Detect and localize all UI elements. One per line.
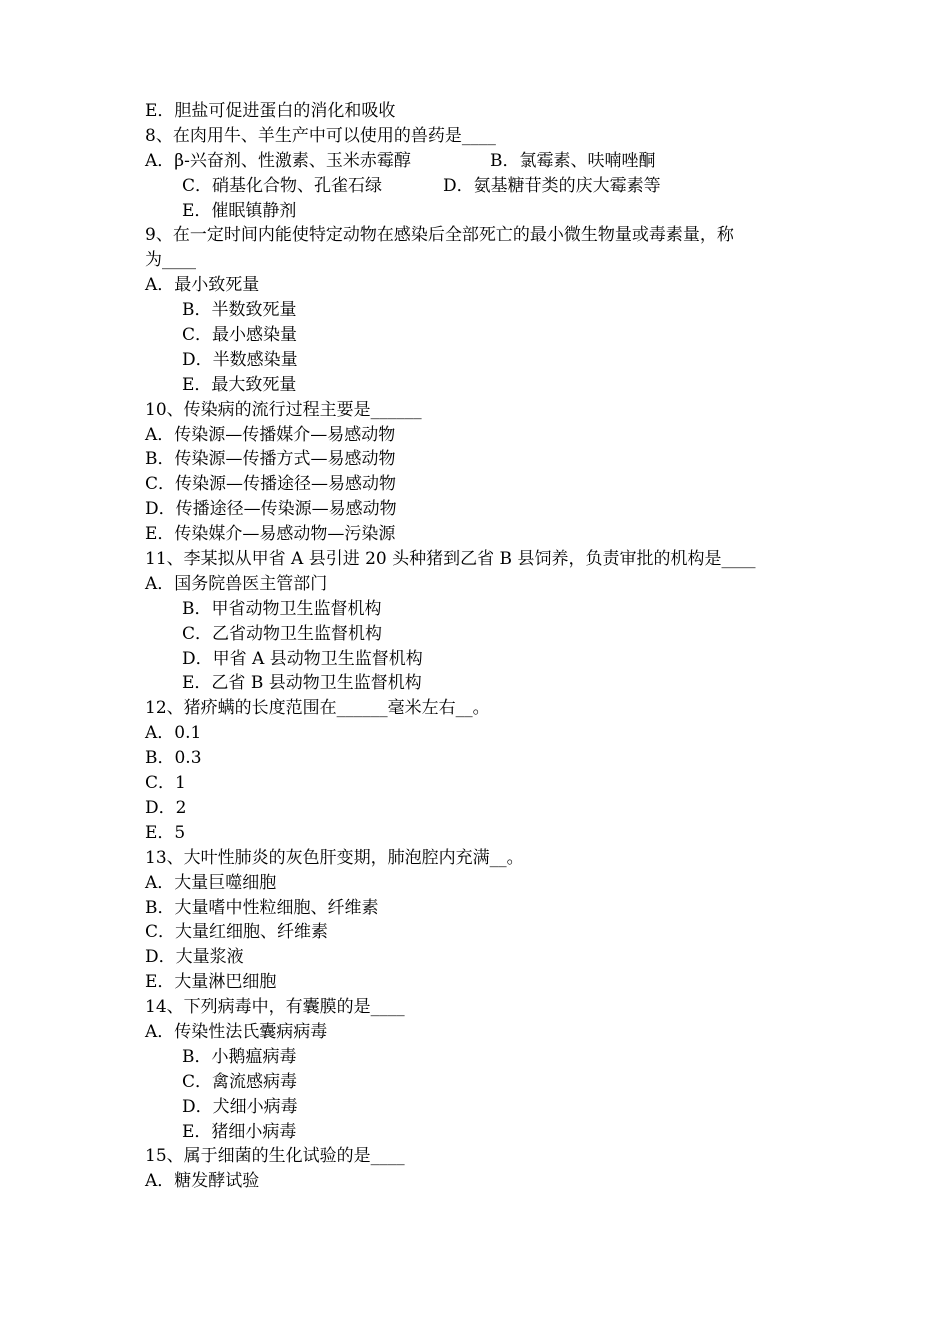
text-line xyxy=(145,671,825,696)
line-text: B．大量嗜中性粒细胞、纤维素 xyxy=(145,897,379,918)
line-text: C．最小感染量 xyxy=(182,325,298,346)
text-line xyxy=(145,472,825,497)
line-text: D．传播途径—传染源—易感动物 xyxy=(145,499,397,520)
line-text: D．半数感染量 xyxy=(182,349,298,370)
line-text: D．甲省 A 县动物卫生监督机构 xyxy=(182,648,423,669)
line-text: D．2 xyxy=(145,797,187,818)
text-line xyxy=(145,522,825,547)
text-line xyxy=(145,696,825,721)
text-line xyxy=(145,771,825,796)
text-line xyxy=(145,248,825,273)
line-text: E．5 xyxy=(145,822,186,843)
line-text: 13、大叶性肺炎的灰色肝变期，肺泡腔内充满__。 xyxy=(145,847,524,868)
text-line xyxy=(145,597,825,622)
line-text: C．1 xyxy=(145,773,186,794)
text-line xyxy=(145,323,825,348)
text-line xyxy=(145,1144,825,1169)
text-line xyxy=(145,746,825,771)
line-text: E．最大致死量 xyxy=(182,374,297,395)
text-line xyxy=(145,174,825,199)
text-line xyxy=(145,149,825,174)
line-text: 11、李某拟从甲省 A 县引进 20 头种猪到乙省 B 县饲养，负责审批的机构是____ xyxy=(145,549,756,570)
line-text: D．大量浆液 xyxy=(145,947,244,968)
line-text: E．乙省 B 县动物卫生监督机构 xyxy=(182,673,422,694)
line-text: C．硝基化合物、孔雀石绿 xyxy=(182,175,383,196)
text-line xyxy=(145,871,825,896)
text-line xyxy=(145,223,825,248)
text-line xyxy=(145,970,825,995)
line-text: A．0.1 xyxy=(145,723,202,744)
line-text: 15、属于细菌的生化试验的是____ xyxy=(145,1146,405,1167)
line-text: E．胆盐可促进蛋白的消化和吸收 xyxy=(145,101,396,121)
text-line xyxy=(145,1020,825,1045)
line-text-second-option: D．氨基糖苷类的庆大霉素等 xyxy=(443,175,661,196)
text-line xyxy=(145,920,825,945)
text-line xyxy=(145,298,825,323)
text-line xyxy=(145,199,825,224)
line-text: B．半数致死量 xyxy=(182,300,297,321)
line-text: A．国务院兽医主管部门 xyxy=(145,573,328,594)
text-line xyxy=(145,124,825,149)
line-text: A．最小致死量 xyxy=(145,275,260,296)
text-line xyxy=(145,1120,825,1145)
line-text: C．禽流感病毒 xyxy=(182,1071,298,1092)
line-text: 10、传染病的流行过程主要是______ xyxy=(145,399,422,420)
line-text: E．传染媒介—易感动物—污染源 xyxy=(145,524,396,545)
line-text: E．催眠镇静剂 xyxy=(182,200,297,221)
line-text: C．大量红细胞、纤维素 xyxy=(145,922,329,943)
line-text: A．传染性法氏囊病病毒 xyxy=(145,1021,328,1042)
text-line xyxy=(145,572,825,597)
text-line xyxy=(145,1045,825,1070)
text-line xyxy=(145,1095,825,1120)
line-text: A．大量巨噬细胞 xyxy=(145,872,277,893)
text-line xyxy=(145,821,825,846)
line-text: 8、在肉用牛、羊生产中可以使用的兽药是____ xyxy=(145,125,496,146)
line-text: B．0.3 xyxy=(145,748,202,769)
line-text: A．糖发酵试验 xyxy=(145,1171,260,1192)
line-text: E．大量淋巴细胞 xyxy=(145,972,277,993)
text-line xyxy=(145,1169,825,1194)
line-text: A．传染源—传播媒介—易感动物 xyxy=(145,424,396,445)
question-list xyxy=(145,99,825,1194)
line-text: C．传染源—传播途径—易感动物 xyxy=(145,474,397,495)
text-line xyxy=(145,622,825,647)
line-text: B．传染源—传播方式—易感动物 xyxy=(145,449,396,470)
line-text: B．小鹅瘟病毒 xyxy=(182,1046,297,1067)
line-text-second-option: B．氯霉素、呋喃唑酮 xyxy=(490,150,656,171)
line-text: C．乙省动物卫生监督机构 xyxy=(182,623,383,644)
text-line xyxy=(145,647,825,672)
text-line xyxy=(145,373,825,398)
text-line xyxy=(145,398,825,423)
line-text: E．猪细小病毒 xyxy=(182,1121,297,1142)
line-text: 14、下列病毒中，有囊膜的是____ xyxy=(145,997,405,1018)
text-line xyxy=(145,423,825,448)
text-line xyxy=(145,348,825,373)
text-line xyxy=(145,896,825,921)
text-line xyxy=(145,1070,825,1095)
text-line xyxy=(145,99,825,124)
text-line xyxy=(145,547,825,572)
line-text: B．甲省动物卫生监督机构 xyxy=(182,598,382,619)
text-line xyxy=(145,846,825,871)
text-line xyxy=(145,273,825,298)
line-text: 12、猪疥螨的长度范围在______毫米左右__。 xyxy=(145,698,490,719)
line-text: 9、在一定时间内能使特定动物在感染后全部死亡的最小微生物量或毒素量，称 xyxy=(145,225,734,246)
line-text: D．犬细小病毒 xyxy=(182,1096,298,1117)
text-line xyxy=(145,995,825,1020)
text-line xyxy=(145,945,825,970)
text-line xyxy=(145,796,825,821)
line-text: A．β-兴奋剂、性激素、玉米赤霉醇 xyxy=(145,150,411,171)
text-line xyxy=(145,447,825,472)
line-text: 为____ xyxy=(145,250,196,271)
text-line xyxy=(145,497,825,522)
text-line xyxy=(145,721,825,746)
